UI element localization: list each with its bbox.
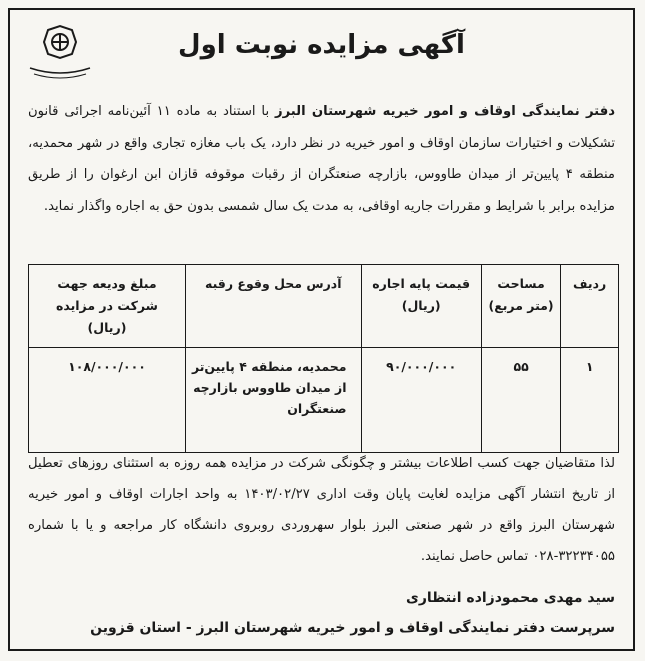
auction-table: [28, 264, 619, 453]
notice-frame: [8, 8, 635, 651]
awqaf-emblem-icon: [24, 24, 96, 84]
cell-deposit: ۱۰۸/۰۰۰/۰۰۰: [29, 348, 186, 453]
table-row: [29, 348, 619, 453]
header-area: مساحت (متر مربع): [481, 265, 560, 348]
table-header-row: [29, 265, 619, 348]
cell-area: ۵۵: [481, 348, 560, 453]
signatory-role: سرپرست دفتر نمایندگی اوقاف و امور خیریه شهرستان البرز - استان قزوین: [90, 620, 615, 636]
cell-base-price: ۹۰/۰۰۰/۰۰۰: [361, 348, 481, 453]
header-base-price: قیمت پایه اجاره (ریال): [361, 265, 481, 348]
page-title: آگهی مزایده نوبت اول: [178, 30, 465, 60]
intro-paragraph: [28, 96, 615, 222]
cell-address: محمدیه، منطقه ۴ پایین‌تر از میدان طاووس بازارچه صنعتگران: [185, 348, 361, 453]
cell-row-number: ۱: [561, 348, 619, 453]
outro-paragraph: لذا متقاضیان جهت کسب اطلاعات بیشتر و چگونگی شرکت در مزایده همه روزه به استثنای روزهای تعطیل از تاریخ انتشار آگهی مزایده لغایت پایان وقت اداری ۱۴۰۳/۰۲/۲۷ به واحد اجارات اوقاف و امور خیریه شهرستان البرز واقع در شهر صنعتی البرز بلوار سهروردی روبروی دانشگاه کار مراجعه و یا با شماره ۳۲۲۳۴۰۵۵-۰۲۸ تماس حاصل نمایند.: [28, 456, 615, 564]
signatory-name: سید مهدی محمودزاده انتظاری: [406, 590, 615, 606]
header-row-number: ردیف: [561, 265, 619, 348]
header-deposit: مبلغ ودیعه جهت شرکت در مزایده (ریال): [29, 265, 186, 348]
header-address: آدرس محل وقوع رقبه: [185, 265, 361, 348]
intro-text: با استناد به ماده ۱۱ آئین‌نامه اجرائی قانون تشکیلات و اختیارات سازمان اوقاف و امور خیریه در نظر دارد، یک باب مغازه تجاری واقع در شهر محمدیه، منطقه ۴ پایین‌تر از میدان طاووس، بازارچه صنعتگران از رقبات موقوفه قازان ابن ارغوان را از طریق مزایده برابر با شرایط و مقررات جاریه اوقافی، به مدت یک سال شمسی بدون حق به اجاره واگذار نماید.: [28, 104, 615, 214]
intro-lead: دفتر نمایندگی اوقاف و امور خیریه شهرستان البرز: [274, 104, 615, 119]
